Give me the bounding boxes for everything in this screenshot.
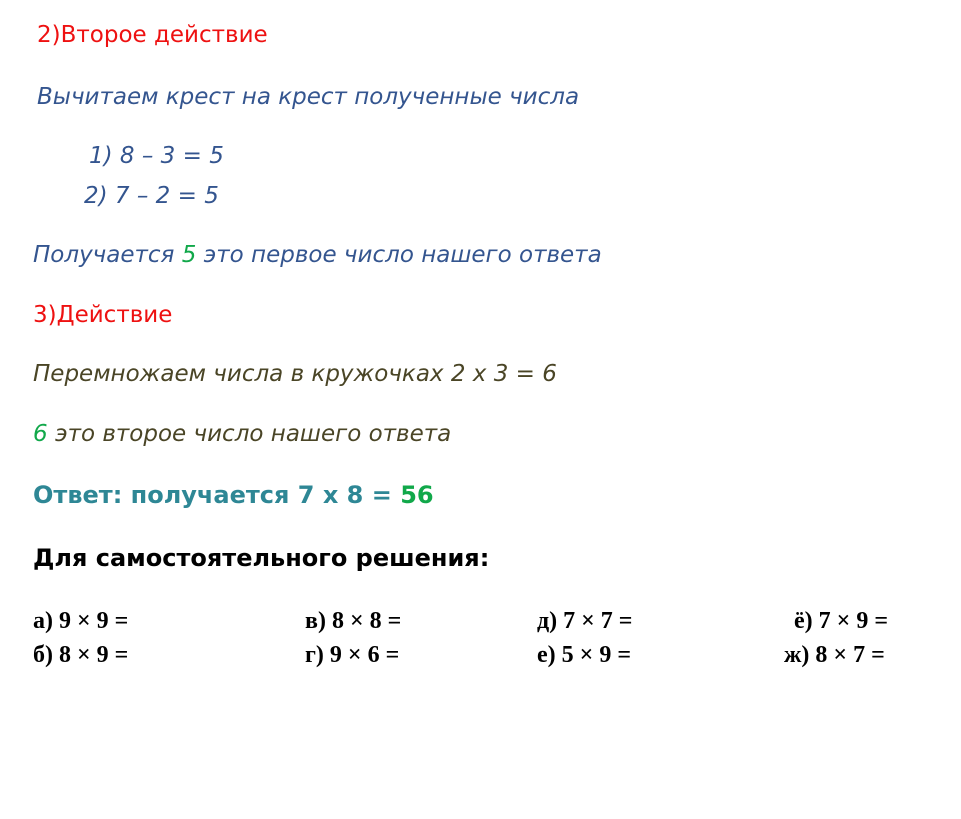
- subtraction-1: 1) 8 – 3 = 5: [89, 143, 224, 169]
- result2-post: это второе число нашего ответа: [47, 421, 452, 447]
- step2-text: Вычитаем крест на крест полученные числа: [37, 84, 580, 110]
- exercise-zh: ж) 8 × 7 =: [784, 642, 885, 668]
- result2-num: 6: [33, 421, 48, 447]
- result1-post: это первое число нашего ответа: [196, 242, 602, 268]
- exercise-e: е) 5 × 9 =: [537, 642, 631, 668]
- result1-num: 5: [181, 242, 197, 268]
- answer-pre: Ответ: получается 7 x 8 =: [33, 481, 401, 509]
- exercise-title: Для самостоятельного решения:: [33, 544, 490, 572]
- step2-title: 2)Второе действие: [37, 22, 268, 48]
- result-first-digit: [33, 244, 602, 267]
- step3-title: 3)Действие: [33, 302, 173, 328]
- answer: [33, 483, 434, 507]
- answer-num: 56: [400, 481, 434, 509]
- result1-pre: Получается: [33, 242, 182, 268]
- exercise-d: д) 7 × 7 =: [537, 608, 633, 634]
- exercise-g: г) 9 × 6 =: [305, 642, 400, 668]
- result-second-digit: [33, 423, 451, 446]
- exercise-yo: ё) 7 × 9 =: [794, 608, 888, 634]
- step3-text: Перемножаем числа в кружочках 2 x 3 = 6: [33, 361, 557, 387]
- exercise-v: в) 8 × 8 =: [305, 608, 402, 634]
- exercise-b: б) 8 × 9 =: [33, 642, 129, 668]
- exercise-a: а) 9 × 9 =: [33, 608, 129, 634]
- subtraction-2: 2) 7 – 2 = 5: [84, 183, 219, 209]
